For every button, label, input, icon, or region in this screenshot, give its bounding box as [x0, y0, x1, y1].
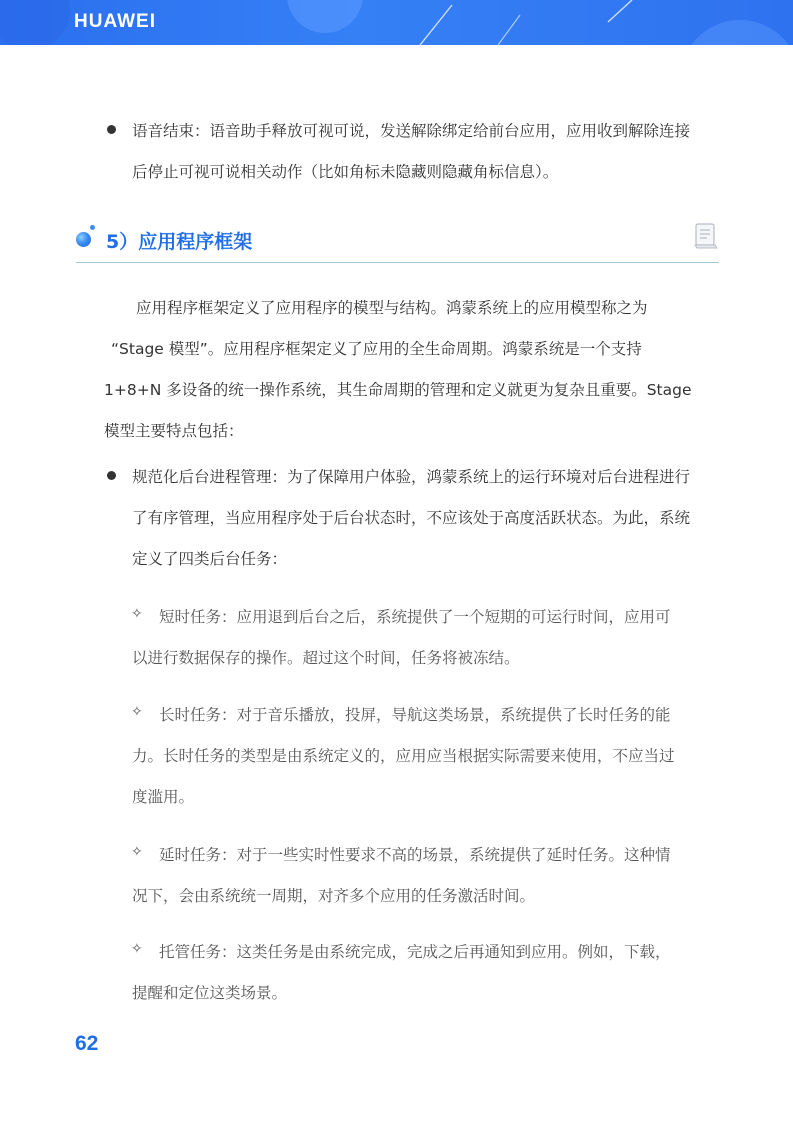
- diamond-icon: ✧: [131, 704, 143, 720]
- diamond-icon: ✧: [131, 844, 143, 860]
- text-line: 延时任务：对于一些实时性要求不高的场景，系统提供了延时任务。这种情: [159, 846, 671, 864]
- text-line: 度滥用。: [132, 788, 195, 806]
- text-line: 力。长时任务的类型是由系统定义的，应用应当根据实际需要来使用，不应当过: [132, 747, 675, 765]
- text-line: 语音结束：语音助手释放可视可说，发送解除绑定给前台应用，应用收到解除连接: [132, 122, 691, 140]
- text-line: 定义了四类后台任务：: [132, 550, 288, 568]
- bullet-dot: [107, 471, 116, 480]
- text-line: 后停止可视可说相关动作（比如角标未隐藏则隐藏角标信息）。: [132, 163, 559, 181]
- diamond-icon: ✧: [131, 606, 143, 622]
- text-line: 况下，会由系统统一周期，对齐多个应用的任务激活时间。: [132, 887, 536, 905]
- heading-bullet-icon: [76, 232, 91, 247]
- text-line: 应用程序框架定义了应用程序的模型与结构。鸿蒙系统上的应用模型称之为: [136, 299, 648, 317]
- text-line: 了有序管理，当应用程序处于后台状态时，不应该处于高度活跃状态。为此，系统: [132, 509, 691, 527]
- page-number: 62: [75, 1032, 99, 1055]
- header-band: [0, 0, 793, 45]
- text-line: 模型主要特点包括：: [104, 422, 244, 440]
- text-line: 提醒和定位这类场景。: [132, 984, 288, 1002]
- document-icon: [693, 222, 719, 250]
- text-line: 托管任务：这类任务是由系统完成，完成之后再通知到应用。例如，下载，: [159, 943, 671, 961]
- heading-bullet-small-icon: [90, 225, 95, 230]
- text-line: 规范化后台进程管理：为了保障用户体验，鸿蒙系统上的运行环境对后台进程进行: [132, 468, 691, 486]
- text-line: 以进行数据保存的操作。超过这个时间，任务将被冻结。: [132, 649, 520, 667]
- text-line: 长时任务：对于音乐播放，投屏，导航这类场景，系统提供了长时任务的能: [159, 706, 671, 724]
- text-line: 1+8+N 多设备的统一操作系统，其生命周期的管理和定义就更为复杂且重要。Stage: [104, 381, 692, 399]
- bullet-dot: [107, 125, 116, 134]
- text-line: 短时任务：应用退到后台之后，系统提供了一个短期的可运行时间，应用可: [159, 608, 671, 626]
- diamond-icon: ✧: [131, 941, 143, 957]
- section-title: 5）应用程序框架: [106, 231, 253, 253]
- text-line: “Stage 模型”。应用程序框架定义了应用的全生命周期。鸿蒙系统是一个支持: [111, 340, 642, 358]
- brand-logo: HUAWEI: [74, 11, 156, 32]
- section-heading: [76, 222, 719, 263]
